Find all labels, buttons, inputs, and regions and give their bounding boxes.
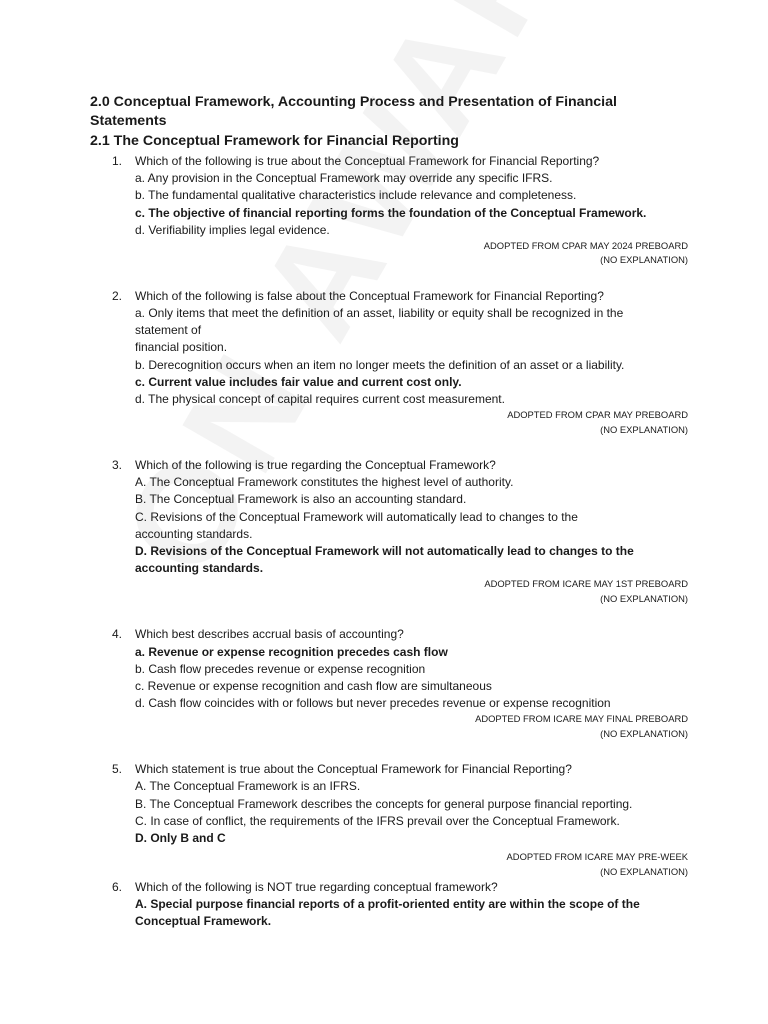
question-number: 4.	[112, 627, 123, 642]
correct-answer-option: D. Only B and C	[135, 830, 226, 845]
explanation-note: (NO EXPLANATION)	[600, 592, 688, 604]
question-text: Which best describes accrual basis of accounting?	[135, 627, 404, 642]
source-citation: ADOPTED FROM ICARE MAY FINAL PREBOARD	[475, 713, 688, 725]
question-item	[90, 288, 690, 408]
question-item	[90, 879, 690, 931]
question-number: 6.	[112, 879, 123, 894]
question-item	[90, 761, 690, 847]
section-heading: 2.0 Conceptual Framework, Accounting Process and Presentation of Financial Statements	[90, 94, 617, 129]
answer-option: B. The Conceptual Framework describes the concepts for general purpose financial reporting.	[135, 796, 633, 811]
answer-option: b. Derecognition occurs when an item no longer meets the definition of an asset or a liability.	[135, 357, 625, 372]
answer-option: d. The physical concept of capital requires current cost measurement.	[135, 392, 505, 407]
question-text: Which of the following is true regarding the Conceptual Framework?	[135, 458, 496, 473]
question-item	[90, 626, 690, 712]
question-number: 1.	[112, 154, 123, 168]
explanation-note: (NO EXPLANATION)	[600, 423, 688, 435]
correct-answer-option-continued: Conceptual Framework.	[135, 914, 272, 929]
answer-option: c. Revenue or expense recognition and cash flow are simultaneous	[135, 678, 492, 693]
question-text: Which of the following is false about the Conceptual Framework for Financial Reporting?	[135, 288, 604, 303]
question-number: 5.	[112, 762, 123, 777]
source-citation: ADOPTED FROM ICARE MAY PRE-WEEK	[506, 851, 688, 863]
correct-answer-option: A. Special purpose financial reports of a profit-oriented entity are within the scope of the	[135, 897, 640, 912]
question-number: 2.	[112, 288, 123, 303]
explanation-note: (NO EXPLANATION)	[600, 865, 688, 877]
explanation-note: (NO EXPLANATION)	[600, 254, 688, 266]
source-citation: ADOPTED FROM CPAR MAY 2024 PREBOARD	[483, 240, 688, 252]
correct-answer-option: c. Current value includes fair value and current cost only.	[135, 374, 462, 389]
answer-option-continued: statement of	[135, 323, 202, 338]
question-text: Which statement is true about the Conceptual Framework for Financial Reporting?	[135, 762, 572, 777]
question-number: 3.	[112, 458, 123, 473]
document-page	[90, 93, 690, 931]
answer-option: a. Any provision in the Conceptual Framework may override any specific IFRS.	[135, 171, 553, 186]
source-citation: ADOPTED FROM CPAR MAY PREBOARD	[507, 409, 688, 421]
correct-answer-option: D. Revisions of the Conceptual Framework will not automatically lead to changes to the	[135, 544, 634, 559]
question-item	[90, 457, 690, 577]
answer-option: A. The Conceptual Framework constitutes the highest level of authority.	[135, 475, 514, 490]
answer-option: d. Verifiability implies legal evidence.	[135, 222, 330, 237]
answer-option: B. The Conceptual Framework is also an accounting standard.	[135, 492, 467, 507]
source-citation: ADOPTED FROM ICARE MAY 1ST PREBOARD	[484, 578, 688, 590]
answer-option: b. Cash flow precedes revenue or expense recognition	[135, 661, 426, 676]
answer-option: A. The Conceptual Framework is an IFRS.	[135, 779, 361, 794]
subsection-heading: 2.1 The Conceptual Framework for Financial Reporting	[90, 133, 459, 149]
answer-option-continued: accounting standards.	[135, 526, 253, 541]
explanation-note: (NO EXPLANATION)	[600, 727, 688, 739]
correct-answer-option: c. The objective of financial reporting forms the foundation of the Conceptual Framework.	[135, 205, 647, 220]
answer-option: C. Revisions of the Conceptual Framework will automatically lead to changes to the	[135, 509, 578, 524]
correct-answer-option-continued: accounting standards.	[135, 561, 264, 576]
question-text: Which of the following is NOT true regarding conceptual framework?	[135, 879, 498, 894]
question-text: Which of the following is true about the Conceptual Framework for Financial Reporting?	[135, 154, 600, 168]
answer-option: a. Only items that meet the definition of an asset, liability or equity shall be recognized in the	[135, 306, 624, 321]
answer-option: b. The fundamental qualitative characteristics include relevance and completeness.	[135, 188, 577, 203]
correct-answer-option: a. Revenue or expense recognition precedes cash flow	[135, 644, 448, 659]
answer-option-continued: financial position.	[135, 340, 228, 355]
question-item	[90, 153, 690, 239]
answer-option: d. Cash flow coincides with or follows but never precedes revenue or expense recognition	[135, 696, 611, 711]
answer-option: C. In case of conflict, the requirements of the IFRS prevail over the Conceptual Framework.	[135, 813, 620, 828]
